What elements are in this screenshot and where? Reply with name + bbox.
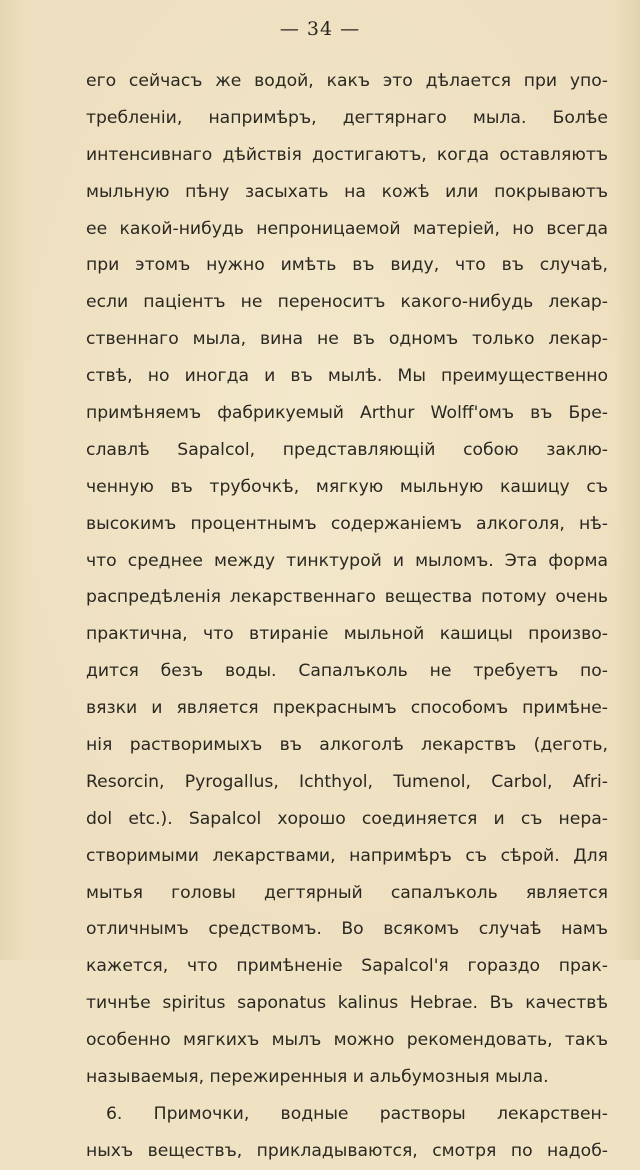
text-line: вязки и является прекраснымъ способомъ примѣне- [86,698,608,719]
text-line: мытья головы дегтярный сапалъколь является [86,882,608,903]
text-line: интенсивнаго дѣйствія достигаютъ, когда оставляютъ [86,144,608,165]
text-line: ее какой-нибудь непроницаемой матеріей, но всегда [86,218,608,239]
text-line: практична, что втираніе мыльной кашицы произво- [86,624,608,645]
paragraph-end-line: называемыя, пережиренныя и альбумозныя мыла. [86,1067,549,1088]
text-line: ствѣ, но иногда и въ мылѣ. Мы преимущественно [86,366,608,387]
text-line: кажется, что примѣненіе Sapalcol'я гораздо прак- [86,956,608,977]
text-line: dol etc.). Sapalcol хорошо соединяется и съ нера- [86,808,608,829]
text-line: ственнаго мыла, вина не въ одномъ только лекар- [86,329,608,350]
text-line: ченную въ трубочкѣ, мягкую мыльную кашицу съ [86,476,608,497]
text-line: нія растворимыхъ въ алкоголѣ лекарствъ (деготь, [86,735,608,756]
text-line: ныхъ веществъ, прикладываются, смотря по надоб- [86,1140,608,1161]
text-line: его сейчасъ же водой, какъ это дѣлается при упо- [86,71,608,91]
text-line: высокимъ процентнымъ содержаніемъ алкоголя, нѣ- [86,513,608,534]
body-text [86,63,608,1170]
text-line: распредѣленія лекарственнаго вещества потому очень [86,587,608,608]
text-line: что среднее между тинктурой и мыломъ. Эта форма [86,550,608,571]
text-line: требленіи, напримѣръ, дегтярнаго мыла. Болѣе [86,107,608,128]
text-line: особенно мягкихъ мылъ можно рекомендовать, такъ [86,1030,608,1051]
text-line: 6. Примочки, водные растворы лекарствен- [106,1103,608,1124]
text-line: если паціентъ не переноситъ какого-нибудь лекар- [86,292,608,313]
text-line: при этомъ нужно имѣть въ виду, что въ случаѣ, [86,255,608,276]
text-line: примѣняемъ фабрикуемый Arthur Wolff'омъ въ Бре- [86,403,608,424]
text-line: Resorcin, Pyrogallus, Ichthyol, Tumenol, Carbol, Afri- [86,771,608,792]
page-number: — 34 — [279,18,361,40]
text-line: створимыми лекарствами, напримѣръ съ сѣрой. Для [86,845,608,866]
text-line: мыльную пѣну засыхать на кожѣ или покрываютъ [86,181,608,202]
text-line: славлѣ Sapalcol, представляющій собою заклю- [86,439,608,460]
text-line: тичнѣе spiritus saponatus kalinus Hebrae. Въ качествѣ [86,993,608,1014]
text-line: отличнымъ средствомъ. Во всякомъ случаѣ намъ [86,919,608,940]
text-line: дится безъ воды. Сапалъколь не требуетъ по- [86,661,608,682]
